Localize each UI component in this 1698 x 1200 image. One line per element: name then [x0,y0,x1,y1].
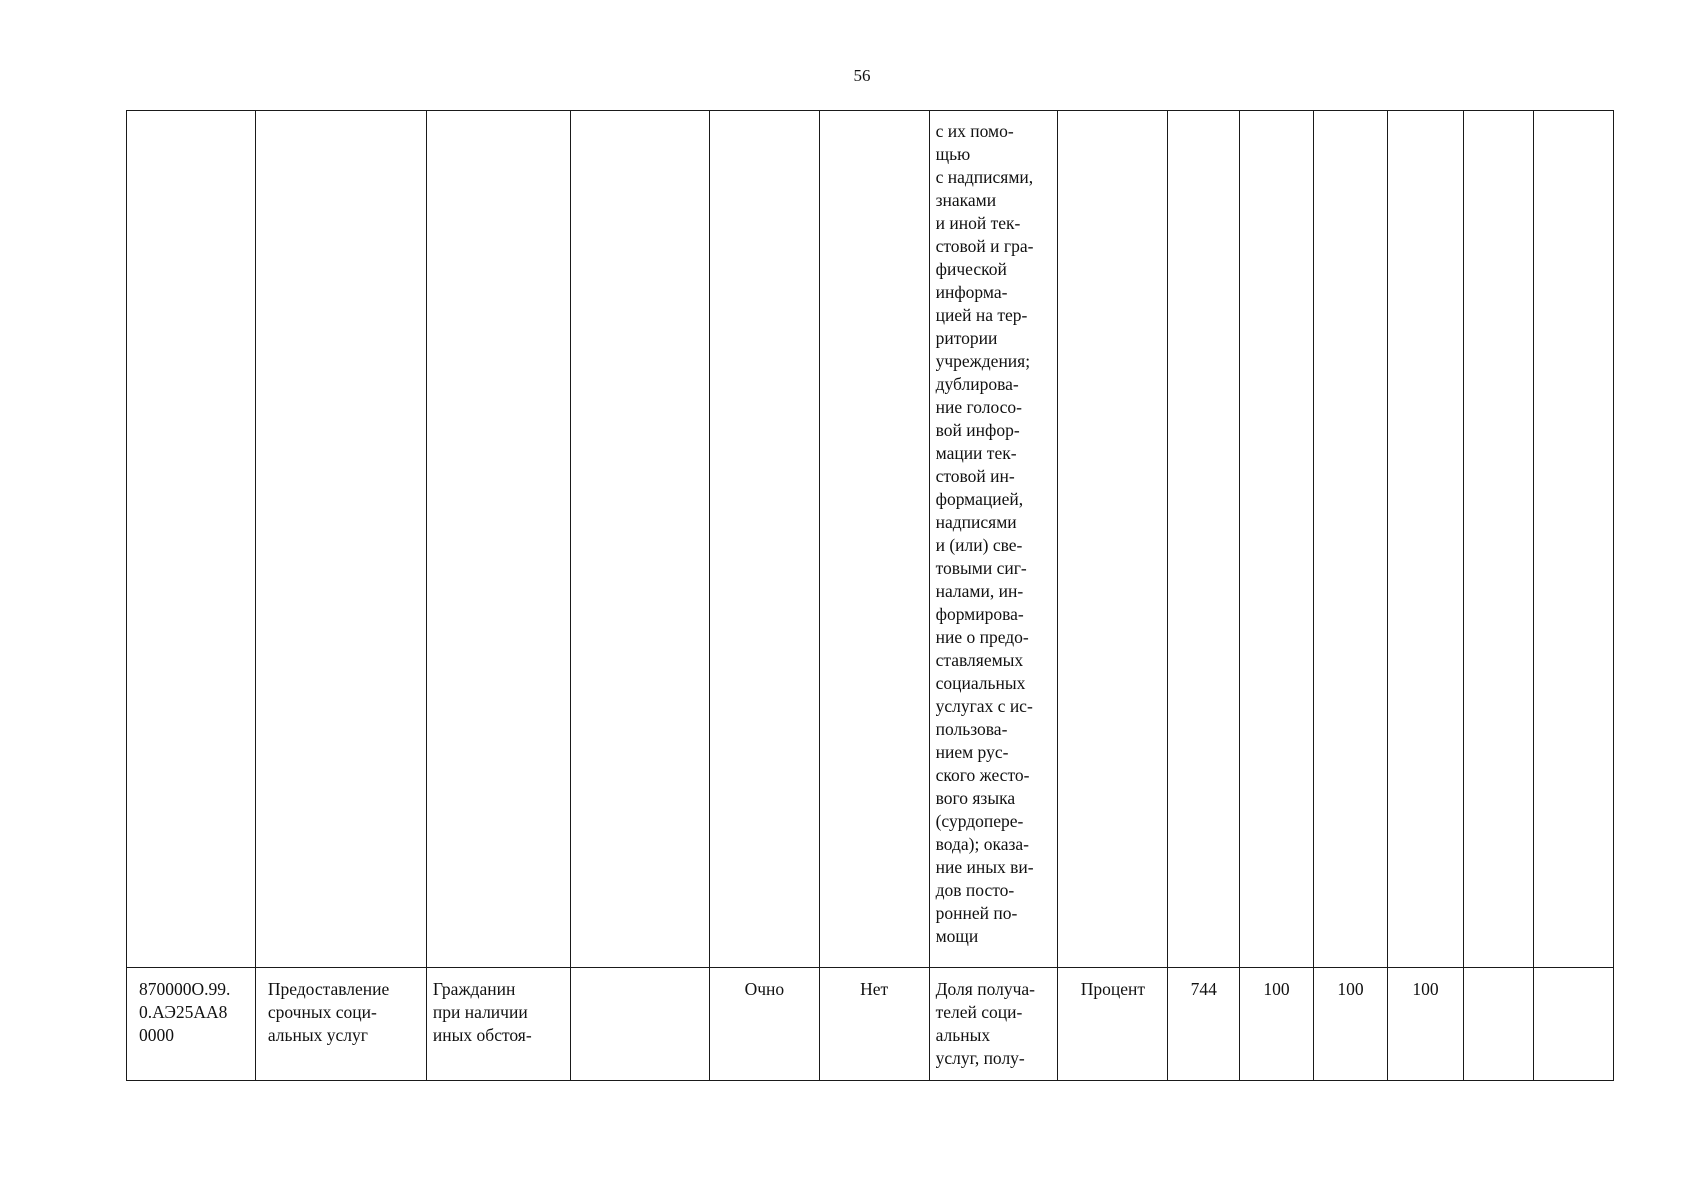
condition [571,968,709,978]
registry-number: 870000О.99. 0.АЭ25АА8 0000 [139,979,231,1045]
unit: Процент [1080,979,1146,999]
cell-indicator [929,968,1058,1081]
cell-empty [1314,111,1388,968]
continuation-text: с их помо- щью с надписями, знаками и иной тек- стовой и гра- фической информа- цией на тер- ритории учреждения; дублирова- ние голосо- вой инфор- мации тек- стовой ин- формацией, надписями и (или) све- товыми сиг- налами, ин- формирова- ние о предо- ставляемых социальных услугах с ис- пользова- нием рус- ского жесто- вого языка (сурдопере- вода); оказа- ние иных ви- дов посто- ронней по- мощи [935,121,1034,946]
cell-empty [1387,111,1463,968]
cell-okei-code [1168,968,1240,1081]
cell-value-2 [1314,968,1388,1081]
cell-value-3 [1387,968,1463,1081]
cell-unit [1058,968,1168,1081]
value-3: 100 [1412,979,1439,999]
data-table [126,110,1614,1081]
cell-flag [819,968,929,1081]
service-name: Предоставление срочных соци- альных услуг [267,979,390,1045]
cell-registry-number [127,968,256,1081]
cell-empty [570,111,709,968]
deviation-2 [1534,968,1613,978]
cell-continuation-text [929,111,1058,968]
okei-code: 744 [1190,979,1217,999]
cell-empty [819,111,929,968]
cell-condition [570,968,709,1081]
continuation-row [127,111,1614,968]
indicator: Доля получа- телей соци- альных услуг, полу- [935,979,1035,1068]
cell-category [426,968,570,1081]
cell-empty [1533,111,1613,968]
table-row [127,968,1614,1081]
value-1: 100 [1263,979,1290,999]
cell-service-name [255,968,426,1081]
cell-value-1 [1240,968,1314,1081]
value-2: 100 [1337,979,1364,999]
flag: Нет [860,979,889,999]
cell-deviation-2 [1533,968,1613,1081]
cell-empty [127,111,256,968]
cell-empty [426,111,570,968]
cell-empty [709,111,819,968]
category: Гражданин при наличии иных обстоя- [432,979,532,1045]
form: Очно [744,979,785,999]
cell-empty [1058,111,1168,968]
cell-deviation-1 [1463,968,1533,1081]
cell-empty [255,111,426,968]
page-number: 56 [853,66,871,85]
cell-empty [1240,111,1314,968]
cell-empty [1168,111,1240,968]
cell-form [709,968,819,1081]
deviation-1 [1464,968,1533,978]
cell-empty [1463,111,1533,968]
